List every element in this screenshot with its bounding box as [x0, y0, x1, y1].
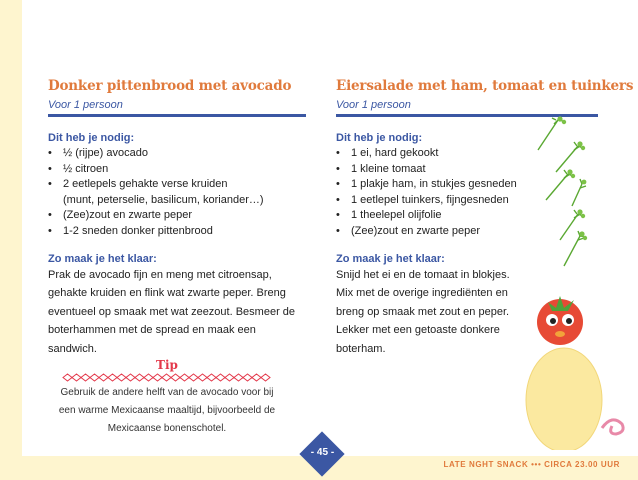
tip-title: Tip [156, 358, 178, 372]
ham-swirl-icon [602, 420, 623, 434]
egg-tomato-illustration [520, 110, 638, 450]
method-heading: Zo maak je het klaar: [48, 252, 157, 265]
ingredient-item: • 1-2 sneden donker pittenbrood [48, 224, 306, 240]
recipe-left [48, 78, 306, 358]
page-number: - 45 - [299, 431, 344, 476]
ingredient-note: (munt, peterselie, basilicum, koriander…) [63, 193, 264, 206]
ingredient-item: • ½ citroen [48, 162, 306, 178]
ingredient-item: • 1 ei, hard gekookt [336, 146, 598, 162]
footer-text: LATE NGHT SNACK ••• CIRCA 23.00 UUR [443, 460, 620, 469]
recipe-title: Donker pittenbrood met avocado [48, 78, 292, 94]
method-heading: Zo maak je het klaar: [336, 252, 445, 265]
ingredient-item: • (Zee)zout en zwarte peper [48, 208, 306, 224]
ingredient-item: • ½ (rijpe) avocado [48, 146, 306, 162]
ingredient-item: • 1 theelepel olijfolie [336, 208, 598, 224]
servings: Voor 1 persoon [48, 99, 123, 111]
method-text: Snijd het ei en de tomaat in blokjes. Mix met de overige ingrediënten en breng op smaak met zout en peper. Lekker met een getoaste donkere boterham. [336, 268, 510, 355]
ingredient-text: 2 eetlepels gehakte verse kruiden [63, 178, 228, 191]
ingredient-item: • (Zee)zout en zwarte peper [336, 224, 598, 240]
ingredient-item: • 1 plakje ham, in stukjes gesneden [336, 177, 598, 193]
ingredients-heading: Dit heb je nodig: [48, 132, 135, 144]
tomato-icon [537, 296, 583, 345]
diamond-border [61, 373, 273, 382]
ingredient-item [48, 177, 306, 208]
method-text: Prak de avocado fijn en meng met citroensap, gehakte kruiden en flink wat zwarte peper. Breng eventueel op smaak met wat zeezout. Besmeer de boterhammen met de spread en maak een sandwich. [48, 268, 296, 355]
egg-icon [526, 348, 602, 450]
divider [48, 114, 306, 117]
ingredient-item: • 1 eetlepel tuinkers, fijngesneden [336, 193, 598, 209]
servings: Voor 1 persoon [336, 99, 411, 111]
tip-text: Gebruik de andere helft van de avocado voor bij een warme Mexicaanse maaltijd, bijvoorbeeld de Mexicaanse bonenschotel. [58, 387, 276, 434]
cress-sprigs-icon [538, 118, 586, 266]
ingredient-item: • 1 kleine tomaat [336, 162, 598, 178]
ingredient-list [48, 146, 306, 240]
ingredients-heading: Dit heb je nodig: [336, 132, 423, 144]
recipe-title: Eiersalade met ham, tomaat en tuinkers [336, 78, 634, 94]
tip-box [58, 358, 276, 438]
